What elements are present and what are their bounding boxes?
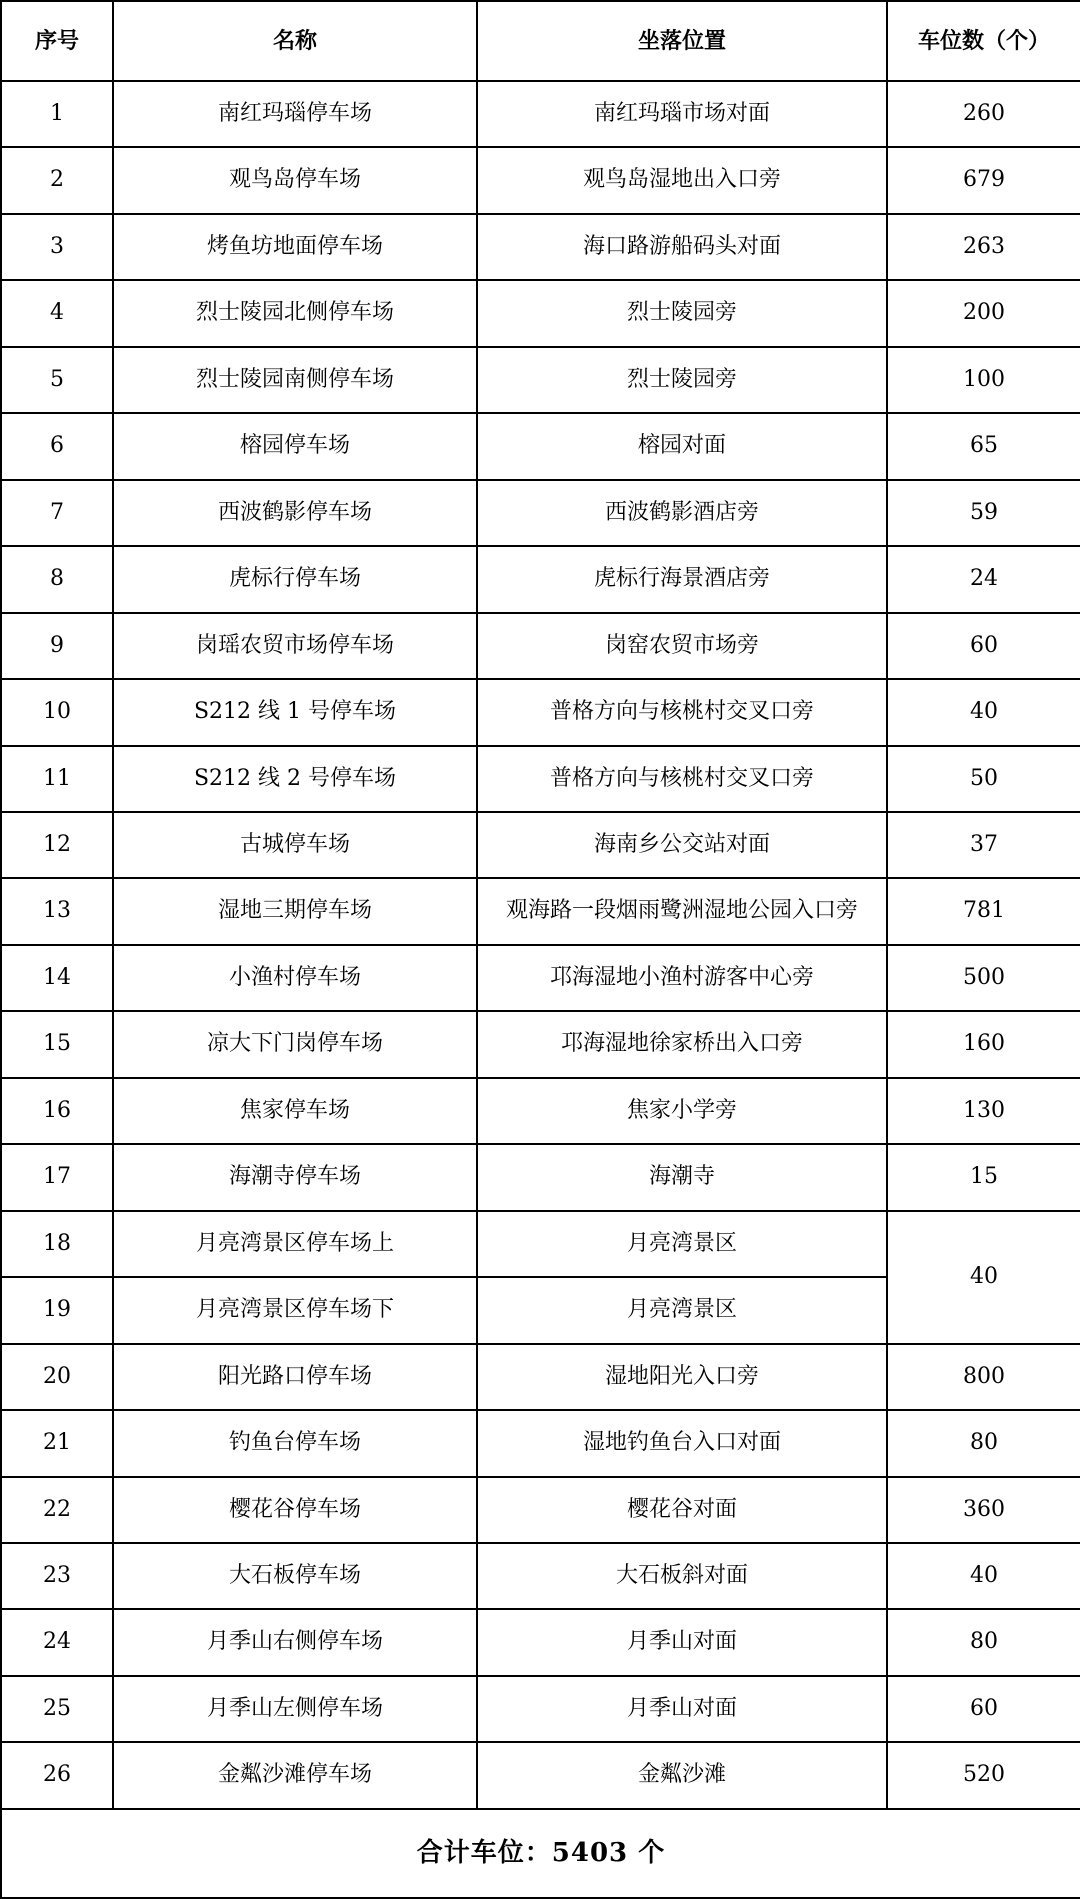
cell-location: 湿地阳光入口旁 — [477, 1344, 887, 1410]
cell-spaces: 50 — [887, 746, 1080, 812]
cell-no: 19 — [1, 1277, 113, 1343]
cell-name: 樱花谷停车场 — [113, 1477, 477, 1543]
cell-location: 观海路一段烟雨鹭洲湿地公园入口旁 — [477, 878, 887, 944]
cell-spaces: 24 — [887, 546, 1080, 612]
cell-spaces: 360 — [887, 1477, 1080, 1543]
cell-name: 小渔村停车场 — [113, 945, 477, 1011]
header-no: 序号 — [1, 1, 113, 81]
cell-name: 金粼沙滩停车场 — [113, 1742, 477, 1808]
cell-spaces: 263 — [887, 214, 1080, 280]
cell-no: 18 — [1, 1211, 113, 1277]
table-row — [1, 1344, 1080, 1410]
cell-no: 3 — [1, 214, 113, 280]
table-row — [1, 214, 1080, 280]
cell-location: 金粼沙滩 — [477, 1742, 887, 1808]
cell-spaces: 59 — [887, 480, 1080, 546]
table-row — [1, 1078, 1080, 1144]
cell-no: 14 — [1, 945, 113, 1011]
header-name: 名称 — [113, 1, 477, 81]
cell-location: 观鸟岛湿地出入口旁 — [477, 147, 887, 213]
cell-no: 6 — [1, 413, 113, 479]
cell-no: 4 — [1, 280, 113, 346]
cell-spaces: 520 — [887, 1742, 1080, 1808]
cell-spaces: 200 — [887, 280, 1080, 346]
table-row — [1, 945, 1080, 1011]
cell-spaces: 60 — [887, 1676, 1080, 1742]
cell-spaces: 679 — [887, 147, 1080, 213]
cell-spaces: 100 — [887, 347, 1080, 413]
cell-spaces-merged: 40 — [887, 1211, 1080, 1344]
cell-name: 观鸟岛停车场 — [113, 147, 477, 213]
cell-name: 南红玛瑙停车场 — [113, 81, 477, 147]
table-row — [1, 546, 1080, 612]
cell-no: 17 — [1, 1144, 113, 1210]
table-row — [1, 1543, 1080, 1609]
cell-spaces: 80 — [887, 1410, 1080, 1476]
cell-location: 普格方向与核桃村交叉口旁 — [477, 679, 887, 745]
table-row — [1, 347, 1080, 413]
header-location: 坐落位置 — [477, 1, 887, 81]
table-row — [1, 1676, 1080, 1742]
cell-no: 1 — [1, 81, 113, 147]
table-row — [1, 1144, 1080, 1210]
table-row — [1, 81, 1080, 147]
cell-location: 岗窑农贸市场旁 — [477, 613, 887, 679]
table-row — [1, 1742, 1080, 1808]
cell-name: 烤鱼坊地面停车场 — [113, 214, 477, 280]
table-row — [1, 878, 1080, 944]
cell-location: 海口路游船码头对面 — [477, 214, 887, 280]
cell-no: 24 — [1, 1609, 113, 1675]
cell-no: 7 — [1, 480, 113, 546]
cell-spaces: 40 — [887, 679, 1080, 745]
cell-name: 钓鱼台停车场 — [113, 1410, 477, 1476]
cell-spaces: 37 — [887, 812, 1080, 878]
cell-no: 12 — [1, 812, 113, 878]
cell-name: 榕园停车场 — [113, 413, 477, 479]
cell-spaces: 781 — [887, 878, 1080, 944]
cell-no: 23 — [1, 1543, 113, 1609]
table-row — [1, 812, 1080, 878]
table-header-row — [1, 1, 1080, 81]
cell-location: 西波鹤影酒店旁 — [477, 480, 887, 546]
cell-location: 大石板斜对面 — [477, 1543, 887, 1609]
cell-name: 凉大下门岗停车场 — [113, 1011, 477, 1077]
cell-location: 烈士陵园旁 — [477, 280, 887, 346]
cell-spaces: 160 — [887, 1011, 1080, 1077]
cell-location: 焦家小学旁 — [477, 1078, 887, 1144]
cell-location: 月亮湾景区 — [477, 1211, 887, 1277]
cell-name: 大石板停车场 — [113, 1543, 477, 1609]
table-row — [1, 1211, 1080, 1277]
header-spaces: 车位数（个） — [887, 1, 1080, 81]
cell-location: 樱花谷对面 — [477, 1477, 887, 1543]
cell-name: 虎标行停车场 — [113, 546, 477, 612]
table-row — [1, 746, 1080, 812]
cell-no: 9 — [1, 613, 113, 679]
cell-name: S212 线 1 号停车场 — [113, 679, 477, 745]
cell-name: S212 线 2 号停车场 — [113, 746, 477, 812]
cell-no: 22 — [1, 1477, 113, 1543]
cell-no: 25 — [1, 1676, 113, 1742]
cell-no: 10 — [1, 679, 113, 745]
table-row — [1, 1410, 1080, 1476]
table-body — [1, 81, 1080, 1898]
cell-location: 普格方向与核桃村交叉口旁 — [477, 746, 887, 812]
cell-spaces: 260 — [887, 81, 1080, 147]
cell-spaces: 65 — [887, 413, 1080, 479]
cell-no: 16 — [1, 1078, 113, 1144]
cell-name: 海潮寺停车场 — [113, 1144, 477, 1210]
cell-name: 阳光路口停车场 — [113, 1344, 477, 1410]
cell-name: 月季山左侧停车场 — [113, 1676, 477, 1742]
cell-name: 西波鹤影停车场 — [113, 480, 477, 546]
cell-spaces: 130 — [887, 1078, 1080, 1144]
cell-location: 南红玛瑙市场对面 — [477, 81, 887, 147]
cell-name: 湿地三期停车场 — [113, 878, 477, 944]
cell-no: 15 — [1, 1011, 113, 1077]
table-row — [1, 679, 1080, 745]
cell-location: 虎标行海景酒店旁 — [477, 546, 887, 612]
table-row — [1, 1011, 1080, 1077]
cell-no: 5 — [1, 347, 113, 413]
cell-location: 月季山对面 — [477, 1609, 887, 1675]
cell-name: 月亮湾景区停车场上 — [113, 1211, 477, 1277]
table-row — [1, 413, 1080, 479]
table-row — [1, 1477, 1080, 1543]
cell-spaces: 15 — [887, 1144, 1080, 1210]
table-row — [1, 147, 1080, 213]
cell-name: 烈士陵园南侧停车场 — [113, 347, 477, 413]
cell-location: 海南乡公交站对面 — [477, 812, 887, 878]
cell-location: 海潮寺 — [477, 1144, 887, 1210]
table-row — [1, 613, 1080, 679]
cell-no: 21 — [1, 1410, 113, 1476]
cell-no: 2 — [1, 147, 113, 213]
cell-name: 焦家停车场 — [113, 1078, 477, 1144]
cell-no: 20 — [1, 1344, 113, 1410]
cell-spaces: 500 — [887, 945, 1080, 1011]
cell-location: 邛海湿地徐家桥出入口旁 — [477, 1011, 887, 1077]
cell-location: 烈士陵园旁 — [477, 347, 887, 413]
cell-spaces: 40 — [887, 1543, 1080, 1609]
cell-no: 26 — [1, 1742, 113, 1808]
cell-name: 古城停车场 — [113, 812, 477, 878]
cell-location: 湿地钓鱼台入口对面 — [477, 1410, 887, 1476]
total-row — [1, 1809, 1080, 1898]
table-row — [1, 480, 1080, 546]
cell-name: 岗瑶农贸市场停车场 — [113, 613, 477, 679]
table-row — [1, 280, 1080, 346]
cell-spaces: 800 — [887, 1344, 1080, 1410]
cell-no: 13 — [1, 878, 113, 944]
cell-location: 榕园对面 — [477, 413, 887, 479]
cell-spaces: 60 — [887, 613, 1080, 679]
cell-name: 烈士陵园北侧停车场 — [113, 280, 477, 346]
total-parking-spaces: 合计车位：5403 个 — [1, 1809, 1080, 1898]
cell-no: 11 — [1, 746, 113, 812]
table-row — [1, 1609, 1080, 1675]
cell-location: 邛海湿地小渔村游客中心旁 — [477, 945, 887, 1011]
cell-name: 月季山右侧停车场 — [113, 1609, 477, 1675]
cell-location: 月季山对面 — [477, 1676, 887, 1742]
cell-location: 月亮湾景区 — [477, 1277, 887, 1343]
cell-name: 月亮湾景区停车场下 — [113, 1277, 477, 1343]
cell-spaces: 80 — [887, 1609, 1080, 1675]
cell-no: 8 — [1, 546, 113, 612]
